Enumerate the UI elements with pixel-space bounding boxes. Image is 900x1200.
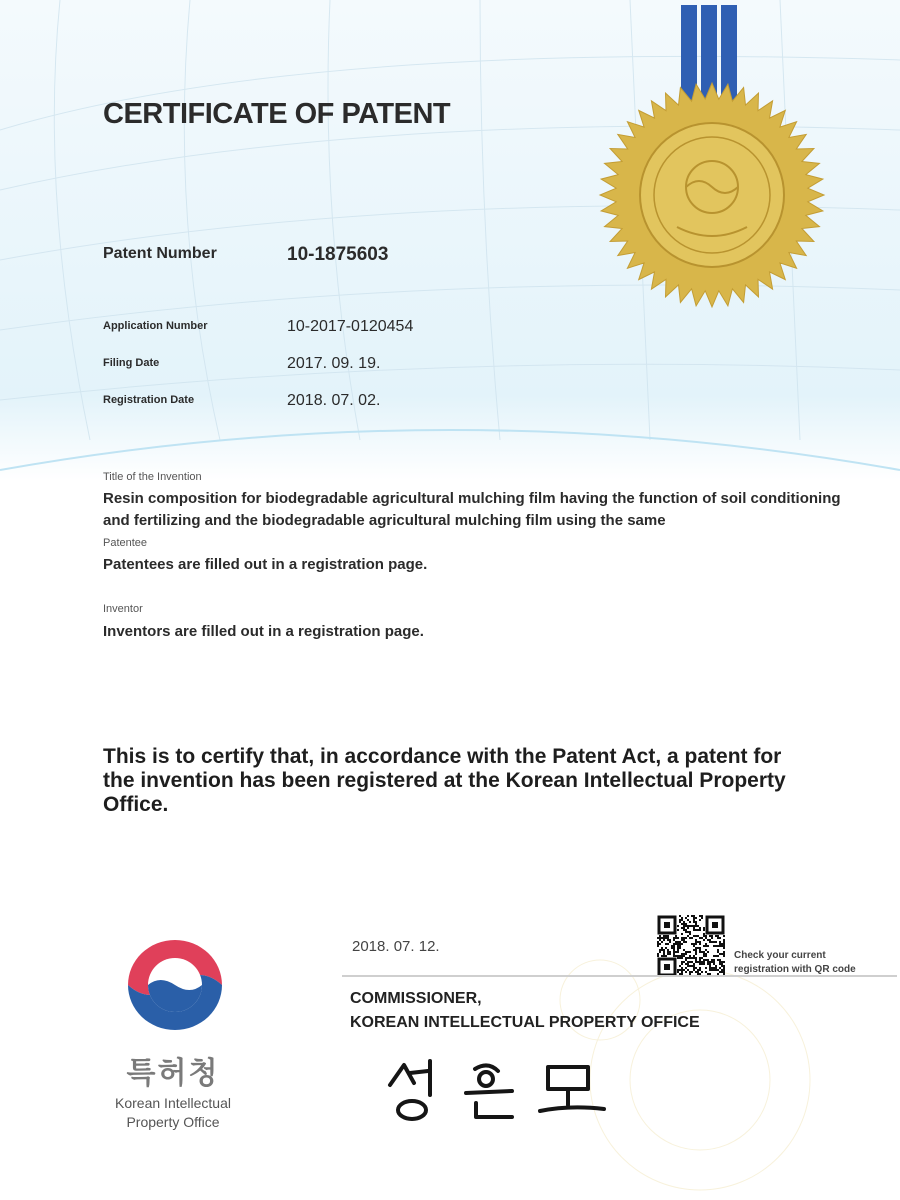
- kipo-emblem-icon: [120, 935, 230, 1035]
- filing-date-value: 2017. 09. 19.: [287, 355, 381, 372]
- invention-title: Resin composition for biodegradable agricultural mulching film having the function of soil conditioning and fertilizing and the biodegradable agricultural mulching film using the same: [103, 490, 841, 529]
- commissioner-title: [350, 987, 700, 1035]
- patent-number-label: Patent Number: [103, 245, 217, 262]
- patent-number-value: 10-1875603: [287, 244, 389, 265]
- application-number-value: 10-2017-0120454: [287, 318, 414, 335]
- commissioner-line1: COMMISSIONER,: [350, 990, 482, 1007]
- certification-statement: This is to certify that, in accordance with the Patent Act, a patent for the invention has been registered at the Korean Intellectual Property Office.: [103, 745, 786, 816]
- registration-date-value: 2018. 07. 02.: [287, 392, 381, 409]
- registration-date-label: Registration Date: [103, 394, 195, 406]
- qr-code-icon[interactable]: [657, 915, 725, 977]
- office-name-line2: Property Office: [126, 1114, 220, 1130]
- gold-seal-icon: [597, 5, 827, 310]
- qr-note-line2: registration with QR code: [734, 964, 856, 975]
- office-korean-name: 특허청: [126, 1057, 220, 1090]
- qr-note-line1: Check your current: [734, 950, 826, 961]
- issue-date: 2018. 07. 12.: [352, 938, 440, 955]
- certificate-title: CERTIFICATE OF PATENT: [103, 98, 451, 130]
- signature-icon: [380, 1055, 620, 1130]
- commissioner-line2: KOREAN INTELLECTUAL PROPERTY OFFICE: [350, 1014, 700, 1031]
- inventor-text: Inventors are filled out in a registration page.: [103, 623, 424, 640]
- footer-divider: [342, 975, 897, 977]
- application-number-label: Application Number: [103, 320, 208, 332]
- office-name-line1: Korean Intellectual: [115, 1095, 231, 1111]
- office-name: [88, 1094, 258, 1132]
- filing-date-label: Filing Date: [103, 357, 160, 369]
- invention-caption: Title of the Invention: [103, 471, 202, 483]
- qr-note: [734, 949, 899, 977]
- patentee-caption: Patentee: [103, 537, 148, 549]
- patentee-text: Patentees are filled out in a registration page.: [103, 556, 428, 573]
- inventor-caption: Inventor: [103, 603, 143, 615]
